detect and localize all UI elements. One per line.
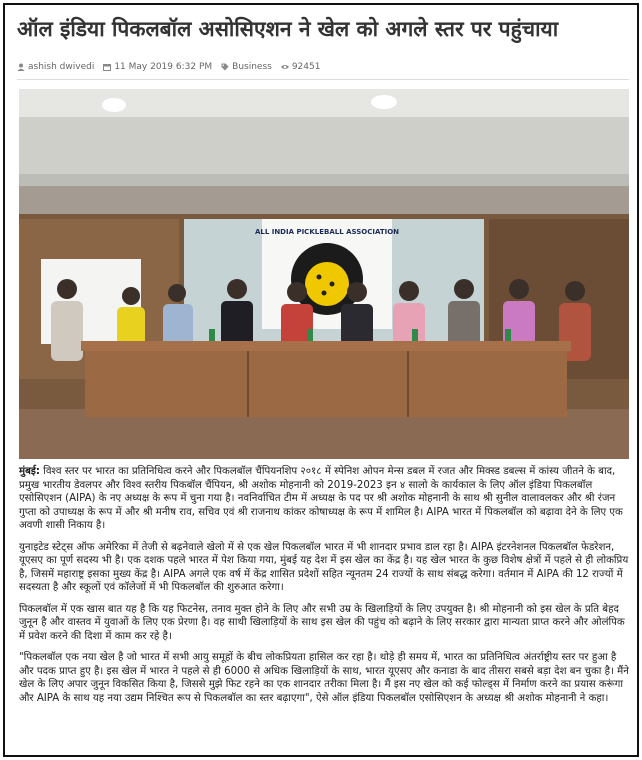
paragraph-4-quote: "पिकलबॉल एक नया खेल है जो भारत में सभी आयु समूहों के बीच लोकप्रियता हासिल कर रहा है। थोड़े ही समय में, भारत का प्रतिनिधित्व अंतर्राष्ट्रीय स्तर पर हुआ है और पदक प्राप्त हुए है। इस खेल में भारत ने पहले से ही 6000 से अधिक खिलाड़ियों के साथ, भारत यूएसए और कनाडा के बाद तीसरा सबसे बड़ा देश बन चुका है। मैंने खेल के लिए अपार जुनून विकसित किया है, जिससे मुझे फिट रहने का एक शानदार तरीका मिला है। मैं इस नए खेल को कई फोल्ड्स में निर्माण करने का प्रयास करूंगा और AIPA के साथ यह नया उद्यम निश्चित रूप से पिकलबॉल का स्तर बढ़ाएगा", ऐसे ऑल इंडिया पिकलबॉल एसोसिएशन के अध्यक्ष श्री अशोक मोहनानी ने कहा। [19, 652, 629, 704]
view-count [281, 62, 321, 72]
publish-date [103, 62, 212, 72]
eye-icon [281, 63, 289, 71]
paragraph-1-text: विश्व स्तर पर भारत का प्रतिनिधित्व करने और पिकलबॉल चैंपियनशिप २०१८ में स्पेनिश ओपन मेन्स डबल में रजत और मिक्स्ड डबल्स में कांस्य जीतने के बाद, प्रमुख भारतीय डेवलपर और विश्व स्तरीय पिकबॉल चैंपियन, श्री अशोक मोहनानी को 2019-2023 इन ४ सालो के कार्यकाल के लिए ऑल इंडिया पिकलबॉल एसोसिएशन (AIPA) के नए अध्यक्ष के रूप में चुना गया है। नवनिर्वाचित टीम में अध्यक्ष के पद पर श्री अशोक मोहनानी के साथ श्री सुनील वालावलकर और श्री रंजन गुप्ता को उपाध्यक्ष के रूप में और श्री मनीष राव, सचिव एवं श्री राजनाथ कांकर कोषाध्यक्ष के रूप में शामिल है। AIPA भारत में पिकलबॉल को बढ़ावा देने के लिए एक अवणी शासी निकाय है। [19, 466, 623, 531]
tag-icon [221, 63, 229, 71]
article-meta [17, 60, 320, 74]
dateline: मुंबई: [19, 466, 40, 477]
divider [17, 79, 629, 80]
author-name: ashish dwivedi [28, 62, 95, 72]
date-text: 11 May 2019 6:32 PM [114, 62, 213, 72]
author[interactable] [17, 62, 94, 72]
article-frame [3, 3, 639, 757]
banner-text: ALL INDIA PICKLEBALL ASSOCIATION [254, 228, 400, 236]
category-text: Business [232, 62, 272, 72]
views-text: 92451 [291, 62, 321, 72]
paragraph-1 [19, 465, 631, 533]
article-body [19, 465, 631, 713]
category[interactable] [221, 62, 272, 72]
paragraph-2: युनाइटेड स्टेट्स ऑफ अमेरिका में तेजी से बढ़नेवाले खेलो में से एक खेल पिकलबॉल भारत में भी शानदार प्रभाव डाल रहा है। AIPA इंटरनेशनल पिकलबॉल फेडरेशन, यूएसए का पूर्ण सदस्य भी है। एक दशक पहले भारत में पेश किया गया, मुंबई यह देश में इस खेल का केंद्र है। यह खेल भारत के कुछ विशेष क्षेत्रों में पहले से ही लोकप्रिय है, जिसमें महाराष्ट्र इसका मुख्य केंद्र है। AIPA अगले एक वर्ष में केंद्र शासित प्रदेशों सहित न्यूनतम 24 राज्यों के साथ संबद्ध करेगा। वर्तमान में AIPA की 12 राज्यों में सदस्यता है और स्कूलों एवं कॉलेजों में भी पिकलबॉल की शुरुआत करेगा। [19, 541, 629, 593]
press-conference-photo [19, 89, 629, 459]
calendar-icon [103, 63, 111, 71]
user-icon [17, 63, 25, 71]
paragraph-3: पिकलबॉल में एक खास बात यह है कि यह फिटनेस, तनाव मुक्त होने के लिए और सभी उम्र के खिलाड़ियों के लिए उपयुक्त है। श्री मोहनानी को इस खेल के प्रति बेहद जुनून है और वास्तव में युवाओं के लिए एक प्रेरणा है। वह साथी खिलाड़ियों के साथ इस खेल की पहुंच को बढ़ाने के लिए सरकार द्वारा मान्यता प्राप्त करने और ओलंपिक में प्रवेश करने की दिशा में काम कर रहे है। [19, 603, 625, 642]
headline: ऑल इंडिया पिकलबॉल असोसिएशन ने खेल को अगले स्तर पर पहुंचाया [17, 17, 559, 41]
